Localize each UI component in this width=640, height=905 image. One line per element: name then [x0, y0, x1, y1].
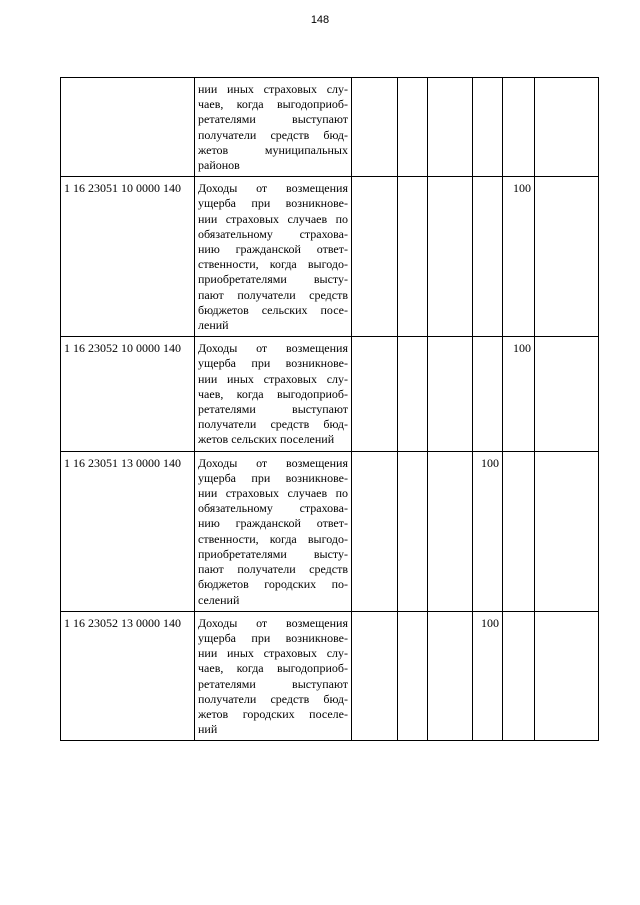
description-line: ущерба при возникнове- — [198, 356, 348, 371]
description-line: селений — [198, 592, 240, 607]
table-row — [61, 177, 599, 337]
standard-value-cell — [428, 451, 473, 611]
standard-value-cell — [503, 451, 535, 611]
description-line: Доходы от возмещения — [198, 455, 348, 470]
description-line: нии иных страховых слу- — [198, 371, 348, 386]
description-line: нию гражданской ответ- — [198, 242, 348, 257]
revenue-description-cell — [195, 451, 352, 611]
revenue-code-cell: 1 16 23051 10 0000 140 — [61, 177, 195, 337]
revenue-description-cell — [195, 177, 352, 337]
standard-value-cell: 100 — [473, 451, 503, 611]
budget-revenue-table — [60, 77, 599, 741]
standard-value-cell — [473, 177, 503, 337]
description-line: Доходы от возмещения — [198, 341, 348, 356]
description-line: ний — [198, 722, 218, 737]
description-line: жетов сельских поселений — [198, 432, 335, 447]
description-line: получатели средств бюд- — [198, 691, 348, 706]
standard-value-cell — [428, 78, 473, 177]
standard-value-cell — [473, 78, 503, 177]
revenue-description-cell — [195, 611, 352, 741]
description-line: обязательному страхова- — [198, 501, 348, 516]
description-line: нии иных страховых слу- — [198, 82, 348, 96]
description-line: бюджетов городских по- — [198, 577, 348, 592]
standard-value-cell — [473, 337, 503, 451]
description-line: ственности, когда выгодо- — [198, 531, 348, 546]
description-line: Доходы от возмещения — [198, 615, 348, 630]
standard-value-cell — [398, 611, 428, 741]
revenue-code-cell: 1 16 23051 13 0000 140 — [61, 451, 195, 611]
standard-value-cell — [398, 177, 428, 337]
description-line: жетов городских поселе- — [198, 706, 348, 721]
standard-value-cell — [535, 611, 599, 741]
standard-value-cell — [503, 78, 535, 177]
table-row — [61, 337, 599, 451]
description-line: чаев, когда выгодоприоб- — [198, 661, 348, 676]
standard-value-cell: 100 — [503, 337, 535, 451]
description-line: пают получатели средств — [198, 562, 348, 577]
standard-value-cell — [352, 177, 398, 337]
standard-value-cell — [428, 177, 473, 337]
revenue-code-cell: 1 16 23052 10 0000 140 — [61, 337, 195, 451]
revenue-code-cell: 1 16 23052 13 0000 140 — [61, 611, 195, 741]
standard-value-cell — [428, 337, 473, 451]
description-line: ущерба при возникнове- — [198, 470, 348, 485]
description-line: приобретателями высту- — [198, 546, 348, 561]
revenue-description-cell — [195, 78, 352, 177]
description-line: чаев, когда выгодоприоб- — [198, 97, 348, 112]
standard-value-cell — [503, 611, 535, 741]
description-line: ретателями выступают — [198, 676, 348, 691]
description-line: нию гражданской ответ- — [198, 516, 348, 531]
description-line: районов — [198, 158, 240, 173]
standard-value-cell — [535, 78, 599, 177]
description-line: нии страховых случаев по — [198, 211, 348, 226]
standard-value-cell — [398, 337, 428, 451]
description-line: жетов муниципальных — [198, 142, 348, 157]
description-line: нии иных страховых слу- — [198, 646, 348, 661]
revenue-code-cell — [61, 78, 195, 177]
description-line: лений — [198, 318, 229, 333]
description-line: ретателями выступают — [198, 112, 348, 127]
standard-value-cell — [352, 451, 398, 611]
standard-value-cell: 100 — [473, 611, 503, 741]
standard-value-cell — [352, 78, 398, 177]
description-line: чаев, когда выгодоприоб- — [198, 386, 348, 401]
description-line: ретателями выступают — [198, 402, 348, 417]
description-line: ущерба при возникнове- — [198, 630, 348, 645]
description-line: пают получатели средств — [198, 287, 348, 302]
standard-value-cell — [535, 337, 599, 451]
standard-value-cell — [535, 177, 599, 337]
page-number: 148 — [310, 14, 330, 26]
description-line: Доходы от возмещения — [198, 181, 348, 196]
description-line: обязательному страхова- — [198, 226, 348, 241]
standard-value-cell — [428, 611, 473, 741]
standard-value-cell: 100 — [503, 177, 535, 337]
revenue-description-cell — [195, 337, 352, 451]
description-line: ущерба при возникнове- — [198, 196, 348, 211]
description-line: бюджетов сельских посе- — [198, 302, 348, 317]
description-line: ственности, когда выгодо- — [198, 257, 348, 272]
table-row — [61, 78, 599, 177]
standard-value-cell — [398, 78, 428, 177]
standard-value-cell — [352, 611, 398, 741]
description-line: получатели средств бюд- — [198, 417, 348, 432]
table-body — [61, 78, 599, 741]
standard-value-cell — [398, 451, 428, 611]
description-line: получатели средств бюд- — [198, 127, 348, 142]
table-row — [61, 611, 599, 741]
standard-value-cell — [535, 451, 599, 611]
description-line: приобретателями высту- — [198, 272, 348, 287]
standard-value-cell — [352, 337, 398, 451]
description-line: нии страховых случаев по — [198, 486, 348, 501]
table-row — [61, 451, 599, 611]
